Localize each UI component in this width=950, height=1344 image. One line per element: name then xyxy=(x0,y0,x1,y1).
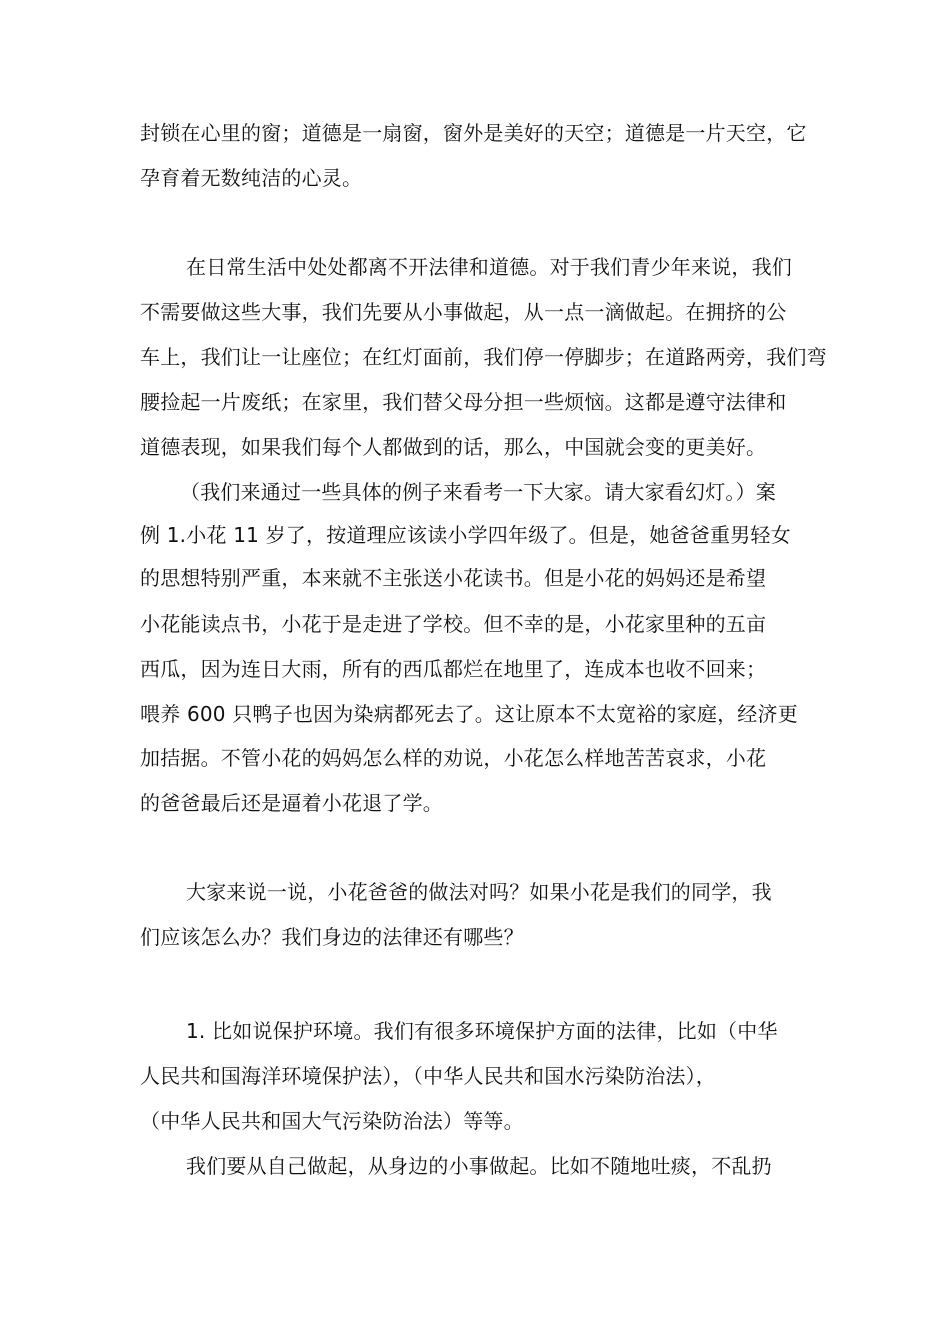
text-line: 道德表现，如果我们每个人都做到的话，那么，中国就会变的更美好。 xyxy=(140,435,767,459)
text-line: 封锁在心里的窗；道德是一扇窗，窗外是美好的天空；道德是一片天空，它 xyxy=(140,121,807,145)
text-line: 在日常生活中处处都离不开法律和道德。对于我们青少年来说，我们 xyxy=(186,255,792,279)
text-line: 小花能读点书，小花于是走进了学校。但不幸的是，小花家里种的五亩 xyxy=(140,612,767,636)
text-line: 我们要从自己做起，从身边的小事做起。比如不随地吐痰，不乱扔 xyxy=(186,1154,772,1178)
text-line: 们应该怎么办？我们身边的法律还有哪些？ xyxy=(140,925,524,949)
text-line: 的爸爸最后还是逼着小花退了学。 xyxy=(140,791,443,815)
text-line: 腰捡起一片废纸；在家里，我们替父母分担一些烦恼。这都是遵守法律和 xyxy=(140,390,787,414)
text-line: 人民共和国海洋环境保护法），（中华人民共和国水污染防治法）， xyxy=(140,1064,716,1088)
text-line: 喂养 600 只鸭子也因为染病都死去了。这让原本不太宽裕的家庭，经济更 xyxy=(140,702,798,726)
text-line: （中华人民共和国大气污染防治法）等等。 xyxy=(140,1109,524,1133)
text-line: 车上，我们让一让座位；在红灯面前，我们停一停脚步；在道路两旁，我们弯 xyxy=(140,345,827,369)
text-line: 西瓜，因为连日大雨，所有的西瓜都烂在地里了，连成本也收不回来； xyxy=(140,657,767,681)
text-line: 例 1.小花 11 岁了，按道理应该读小学四年级了。但是，她爸爸重男轻女 xyxy=(140,523,791,547)
text-line: 的思想特别严重，本来就不主张送小花读书。但是小花的妈妈还是希望 xyxy=(140,566,767,590)
text-line: 孕育着无数纯洁的心灵。 xyxy=(140,166,363,190)
text-line: 大家来说一说，小花爸爸的做法对吗？如果小花是我们的同学，我 xyxy=(186,880,772,904)
text-line: 不需要做这些大事，我们先要从小事做起，从一点一滴做起。在拥挤的公 xyxy=(140,300,787,324)
text-line: （我们来通过一些具体的例子来看考一下大家。请大家看幻灯。）案 xyxy=(180,480,776,504)
text-line: 加拮据。不管小花的妈妈怎么样的劝说，小花怎么样地苦苦哀求，小花 xyxy=(140,746,767,770)
list-item-text: 1. 比如说保护环境。我们有很多环境保护方面的法律，比如（中华 xyxy=(186,1019,778,1043)
